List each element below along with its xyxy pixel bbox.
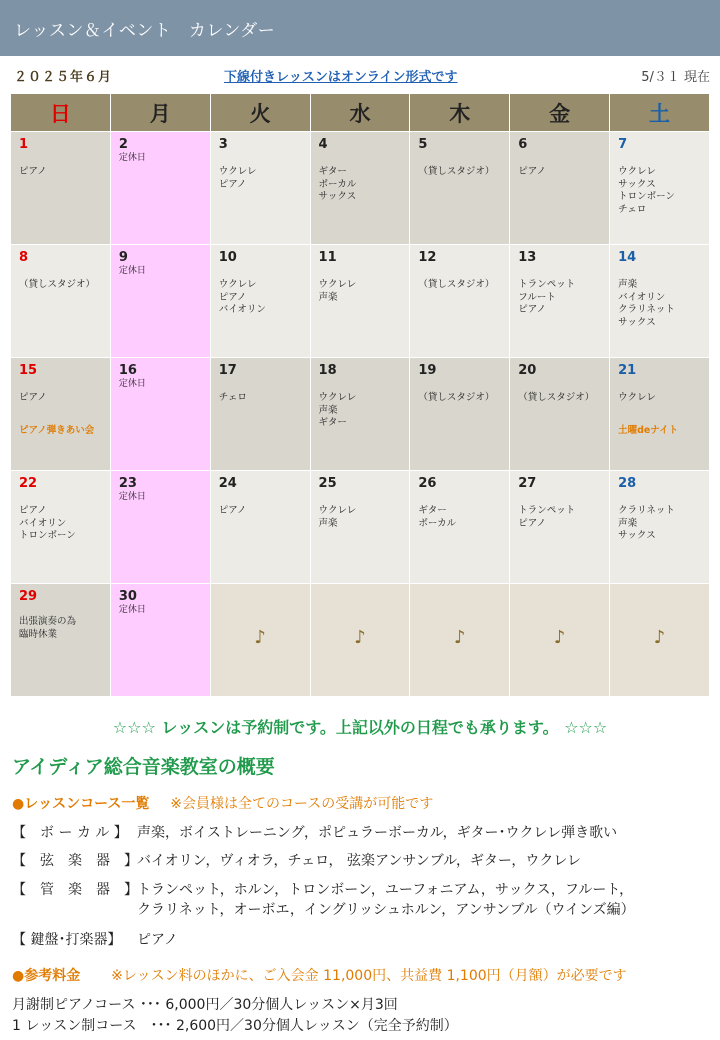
weekday-header-row (11, 94, 710, 132)
page-title: レッスン＆イベント カレンダー (14, 21, 276, 41)
course-value: 声楽，ボイストレーニング，ポピュラーボーカル，ギター･ウクレレ弾き歌い (137, 825, 618, 841)
day-number: 10 (218, 250, 237, 265)
sub-header (0, 66, 720, 86)
day-lessons: 声楽 バイオリン クラリネット サックス (618, 279, 675, 328)
day-lessons: ウクレレ ピアノ バイオリン (218, 279, 266, 315)
day-cell (210, 471, 310, 584)
course-label: 【 鍵盤･打楽器】 (12, 932, 122, 948)
music-note-icon: ♪ (454, 627, 466, 649)
empty-cell (310, 584, 410, 697)
day-number: 4 (318, 137, 328, 152)
overview-title: アイディア総合音楽教室の概要 (12, 756, 275, 778)
day-cell (410, 358, 510, 471)
weekday-fri: 金 (510, 94, 610, 132)
day-number: 14 (618, 250, 637, 265)
day-number: 6 (518, 137, 528, 152)
as-of-date: 5/３１ 現在 (641, 70, 710, 85)
day-cell (11, 584, 111, 697)
course-row-strings (12, 850, 712, 870)
closed-tag: 定休日 (118, 492, 146, 502)
day-cell (510, 245, 610, 358)
day-number: 16 (118, 363, 137, 378)
music-note-icon: ♪ (254, 627, 266, 649)
day-cell (11, 245, 111, 358)
empty-cell (510, 584, 610, 697)
day-cell (110, 132, 210, 245)
day-lessons: ピアノ バイオリン トロンボーン (19, 505, 76, 541)
day-lessons: ピアノ (19, 166, 47, 177)
course-label: 【 弦 楽 器 】 (12, 853, 138, 869)
course-row-keyboard (12, 929, 712, 949)
course-row-vocal (12, 822, 712, 842)
day-cell (210, 245, 310, 358)
course-winds-line2: クラリネット，オーボエ，イングリッシュホルン，アンサンブル（ウインズ編） (137, 902, 635, 918)
empty-cell (210, 584, 310, 697)
day-number: 1 (19, 137, 29, 152)
day-lessons: ピアノ (518, 166, 546, 177)
day-number: 19 (418, 363, 437, 378)
online-notice: 下線付きレッスンはオンライン形式です (224, 70, 458, 85)
calendar-week (11, 471, 710, 584)
day-cell (110, 358, 210, 471)
fees-subnote: ※レッスン料のほかに、ご入会金 11,000円、共益費 1,100円（月額）が必要です (111, 968, 627, 984)
day-number: 29 (19, 589, 38, 604)
day-lessons: チェロ (218, 392, 247, 403)
day-number: 23 (118, 476, 137, 491)
weekday-wed: 水 (310, 94, 410, 132)
day-lessons: ウクレレ 声楽 (318, 279, 357, 303)
day-cell (510, 471, 610, 584)
day-number: 12 (418, 250, 437, 265)
day-cell (410, 132, 510, 245)
calendar-week (11, 132, 710, 245)
day-lessons: （貸しスタジオ） (418, 392, 495, 403)
closed-tag: 定休日 (118, 153, 146, 163)
course-value: トランペット，ホルン，トロンボーン，ユーフォニアム，サックス，フルート， (137, 882, 634, 898)
day-cell (11, 132, 111, 245)
day-number: 25 (318, 476, 337, 491)
courses-heading (12, 793, 433, 813)
day-cell (310, 471, 410, 584)
courses-heading-text: ●レッスンコース一覧 (12, 796, 150, 812)
closed-tag: 定休日 (118, 605, 146, 615)
day-lessons: ピアノ (19, 392, 47, 403)
day-lessons: （貸しスタジオ） (518, 392, 595, 403)
day-number: 30 (118, 589, 137, 604)
day-number: 3 (218, 137, 228, 152)
day-lessons: ウクレレ (618, 392, 656, 403)
day-lessons: ピアノ (218, 505, 247, 516)
day-cell (510, 132, 610, 245)
day-lessons: ウクレレ 声楽 ギター (318, 392, 357, 428)
day-number: 15 (19, 363, 38, 378)
day-number: 18 (318, 363, 337, 378)
day-cell (11, 471, 111, 584)
day-lessons: ウクレレ ピアノ (218, 166, 257, 190)
calendar-week (11, 245, 710, 358)
fee-line: 1 レッスン制コース ･･･ 2,600円／30分個人レッスン（完全予約制） (12, 1018, 458, 1034)
weekday-sat: 土 (610, 94, 710, 132)
day-cell (310, 358, 410, 471)
day-number: 26 (418, 476, 437, 491)
day-cell (210, 358, 310, 471)
day-number: 17 (218, 363, 237, 378)
reservation-note: ☆☆☆ レッスンは予約制です。上記以外の日程でも承ります。 ☆☆☆ (112, 718, 608, 737)
calendar-table (10, 93, 710, 697)
day-number: 22 (19, 476, 38, 491)
course-label: 【 ボ ー カ ル 】 (12, 825, 128, 841)
day-lessons: ウクレレ 声楽 (318, 505, 357, 529)
music-note-icon: ♪ (653, 627, 666, 649)
music-note-icon: ♪ (354, 627, 366, 649)
day-number: 9 (118, 250, 128, 265)
day-lessons: トランペット フルート ピアノ (518, 279, 576, 315)
course-label: 【 管 楽 器 】 (12, 882, 138, 898)
empty-cell (410, 584, 510, 697)
day-number: 13 (518, 250, 537, 265)
day-number: 21 (618, 363, 637, 378)
course-value: ピアノ (137, 932, 178, 948)
day-number: 11 (318, 250, 337, 265)
calendar-week (11, 358, 710, 471)
day-lessons: （貸しスタジオ） (418, 279, 495, 290)
day-lessons: ギター ボーカル (418, 505, 457, 529)
weekday-tue: 火 (210, 94, 310, 132)
day-number: 5 (418, 137, 428, 152)
day-number: 7 (618, 137, 628, 152)
day-cell (210, 132, 310, 245)
courses-subnote: ※会員様は全てのコースの受講が可能です (170, 796, 434, 812)
weekday-thu: 木 (410, 94, 510, 132)
day-cell (610, 132, 710, 245)
closed-tag: 定休日 (118, 379, 146, 389)
day-lessons: トランペット ピアノ (518, 505, 576, 529)
course-value: バイオリン，ヴィオラ，チェロ， 弦楽アンサンブル，ギター，ウクレレ (137, 853, 581, 869)
day-number: 27 (518, 476, 537, 491)
day-cell (610, 471, 710, 584)
fees-heading (12, 965, 627, 985)
day-lessons: （貸しスタジオ） (418, 166, 495, 177)
day-lessons: 出張演奏の為 臨時休業 (19, 616, 77, 640)
day-cell (610, 245, 710, 358)
calendar-week (11, 584, 710, 697)
weekday-mon: 月 (110, 94, 210, 132)
day-cell (310, 245, 410, 358)
day-number: 28 (618, 476, 637, 491)
day-cell (510, 358, 610, 471)
weekday-sun: 日 (11, 94, 111, 132)
empty-cell (610, 584, 710, 697)
event-label: 土曜deナイト (618, 424, 679, 436)
month-label: ２０２５年６月 (14, 70, 113, 85)
day-cell (410, 245, 510, 358)
day-lessons: （貸しスタジオ） (19, 279, 96, 290)
music-note-icon: ♪ (553, 627, 566, 649)
course-row-winds (12, 879, 712, 899)
event-label: ピアノ弾きあい会 (19, 424, 95, 436)
fees-heading-text: ●参考料金 (12, 968, 81, 984)
day-lessons: ウクレレ サックス トロンボーン チェロ (618, 166, 675, 215)
day-cell (110, 584, 210, 697)
day-number: 8 (19, 250, 29, 265)
title-bar (0, 0, 720, 56)
day-number: 20 (518, 363, 537, 378)
day-cell (310, 132, 410, 245)
day-number: 2 (118, 137, 128, 152)
day-cell (110, 471, 210, 584)
day-cell (410, 471, 510, 584)
closed-tag: 定休日 (118, 266, 146, 276)
day-cell (610, 358, 710, 471)
day-cell (110, 245, 210, 358)
day-number: 24 (218, 476, 237, 491)
fee-line: 月謝制ピアノコース ･･･ 6,000円／30分個人レッスン×月3回 (12, 997, 398, 1013)
day-cell (11, 358, 111, 471)
day-lessons: クラリネット 声楽 サックス (618, 505, 675, 541)
day-lessons: ギター ボーカル サックス (318, 166, 357, 202)
